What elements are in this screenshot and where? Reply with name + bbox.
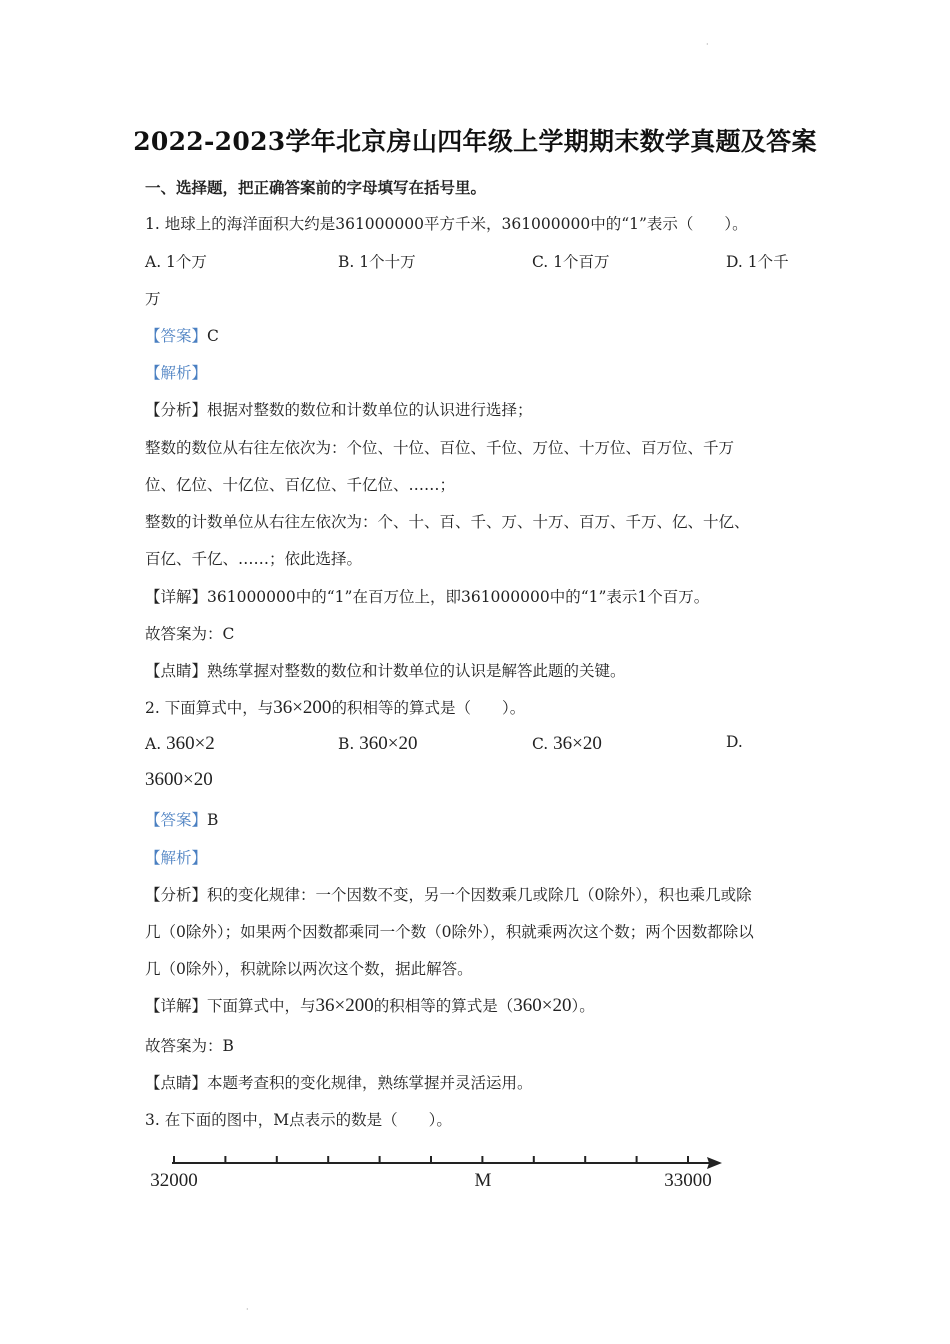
q1-analysis-line: 整数的计数单位从右往左依次为：个、十、百、千、万、十万、百万、千万、亿、十亿、 [145, 513, 750, 531]
q2-option-d-expression: 3600×20 [145, 769, 213, 790]
axis-label-end: 33000 [664, 1170, 712, 1191]
q2-stem-text: 的积相等的算式是（ ）。 [331, 699, 526, 717]
q2-option-d: D. [726, 733, 743, 751]
q1-analysis-line: 【分析】根据对整数的数位和计数单位的认识进行选择； [145, 401, 533, 419]
q1-answer-value: C [207, 327, 219, 345]
q1-analysis-line: 整数的数位从右往左依次为：个位、十位、百位、千位、万位、十万位、百万位、千万 [145, 439, 735, 457]
q1-comment: 【点睛】熟练掌握对整数的数位和计数单位的认识是解答此题的关键。 [145, 662, 626, 680]
q1-detail: 【详解】361000000中的“1”在百万位上，即361000000中的“1”表示1个百万。 [145, 588, 710, 606]
q1-analysis-line: 百亿、千亿、……；依此选择。 [145, 550, 363, 568]
q2-comment: 【点睛】本题考查积的变化规律，熟练掌握并灵活运用。 [145, 1074, 533, 1092]
answer-tag: 【答案】 [145, 811, 208, 829]
q2-detail-text: 的积相等的算式是（ [373, 997, 514, 1015]
q2-stem-expression: 36×200 [273, 697, 332, 718]
q2-answer-value: B [207, 811, 219, 829]
option-label: B. [338, 735, 355, 753]
q2-detail-text: 【详解】下面算式中，与 [145, 997, 316, 1015]
answer-tag: 【答案】 [145, 327, 208, 345]
option-label: A. [145, 735, 162, 753]
q3-stem: 3. 在下面的图中，M点表示的数是（ ）。 [145, 1111, 452, 1129]
q2-analysis-line: 几（0除外），积就除以两次这个数，据此解答。 [145, 960, 473, 978]
q1-option-a: A. 1个万 [145, 253, 207, 271]
section-heading: 一、选择题，把正确答案前的字母填写在括号里。 [145, 178, 487, 197]
q2-stem-text: 2. 下面算式中，与 [145, 699, 274, 717]
q1-analysis-tag: 【解析】 [145, 364, 208, 382]
q2-analysis-line: 【分析】积的变化规律：一个因数不变，另一个因数乘几或除几（0除外），积也乘几或除 [145, 886, 752, 904]
page-title: 2022-2023学年北京房山四年级上学期期末数学真题及答案 [133, 127, 817, 156]
option-expression: 36×20 [553, 733, 602, 754]
axis-label-m: M [474, 1170, 492, 1191]
q1-option-d: D. 1个千 [726, 253, 789, 271]
q2-analysis-tag: 【解析】 [145, 849, 208, 867]
footer-mark: · [246, 1305, 249, 1314]
q1-option-b: B. 1个十万 [338, 253, 416, 271]
q1-stem: 1. 地球上的海洋面积大约是361000000平方千米，361000000中的“1”表示（ ）。 [145, 215, 748, 233]
q2-final-answer: 故答案为：B [145, 1037, 234, 1055]
q2-analysis-line: 几（0除外）；如果两个因数都乘同一个数（0除外），积就乘两次这个数；两个因数都除以 [145, 923, 754, 941]
q1-option-d-continued: 万 [145, 290, 161, 308]
option-expression: 360×2 [166, 733, 215, 754]
axis-label-start: 32000 [150, 1170, 198, 1191]
option-label: C. [532, 735, 549, 753]
q1-final-answer: 故答案为：C [145, 625, 235, 643]
q2-detail-expression: 36×200 [315, 995, 374, 1016]
q2-detail-text: ）。 [571, 997, 595, 1015]
number-line-arrow [707, 1157, 722, 1169]
option-expression: 360×20 [359, 733, 418, 754]
q2-detail-answer: 360×20 [513, 995, 572, 1016]
q1-option-c: C. 1个百万 [532, 253, 610, 271]
number-line-ticks [174, 1156, 688, 1163]
corner-mark: · [706, 40, 709, 49]
q1-analysis-line: 位、亿位、十亿位、百亿位、千亿位、……； [145, 476, 456, 494]
